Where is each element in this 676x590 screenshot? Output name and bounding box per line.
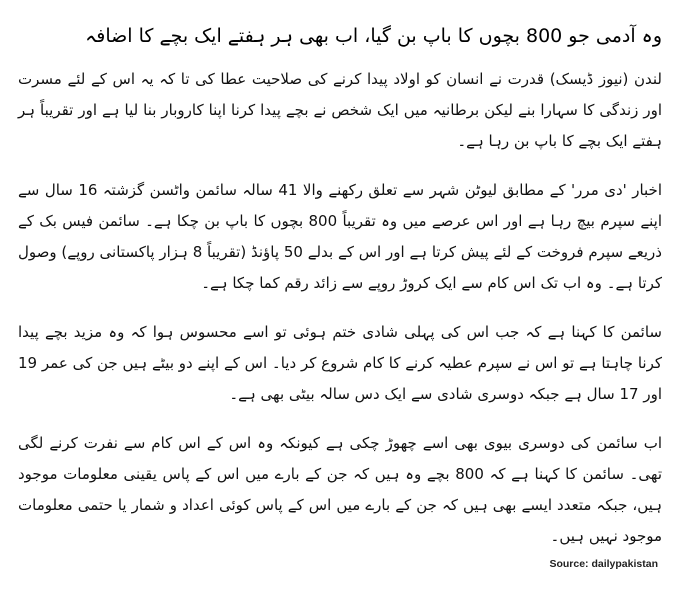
article-paragraph-2: اخبار 'دی مرر' کے مطابق لیوٹن شہر سے تعلق رکھنے والا 41 سالہ سائمن واٹسن گزشتہ 16 سال سے اپنے سپرم بیچ رہا ہے اور اس عرصے میں وہ تقریباً 800 بچوں کا باپ بن چکا ہے۔ سائمن فیس بک کے ذریعے سپرم فروخت کے لئے پیش کرتا ہے اور اس کے بدلے 50 پاؤنڈ (تقریباً 8 ہزار پاکستانی روپے) وصول کرتا ہے۔ وہ اب تک اس کام سے ایک کروڑ روپے سے زائد رقم کما چکا ہے۔ <box>18 181 662 292</box>
article-headline: وہ آدمی جو 800 بچوں کا باپ بن گیا، اب بھی ہر ہفتے ایک بچے کا اضافہ <box>85 25 662 47</box>
source-credit: Source: dailypakistan <box>549 558 658 570</box>
article-paragraph-3: سائمن کا کہنا ہے کہ جب اس کی پہلی شادی ختم ہوئی تو اسے محسوس ہوا کہ وہ مزید بچے پیدا کرنا چاہتا ہے تو اس نے سپرم عطیہ کرنے کا کام شروع کر دیا۔ اس کے اپنے دو بیٹے ہیں جن کی عمر 19 اور 17 سال ہے جبکہ دوسری شادی سے ایک دس سالہ بیٹی بھی ہے۔ <box>18 323 662 403</box>
article-paragraph-1: لندن (نیوز ڈیسک) قدرت نے انسان کو اولاد پیدا کرنے کی صلاحیت عطا کی تا کہ یہ اس کے لئے مسرت اور زندگی کا سہارا بنے لیکن برطانیہ میں ایک شخص نے بچے پیدا کرنا اپنا کاروبار بنا لیا ہے اور تقریباً ہر ہفتے ایک بچے کا باپ بن رہا ہے۔ <box>18 70 662 150</box>
article <box>18 22 662 570</box>
article-paragraph-4: اب سائمن کی دوسری بیوی بھی اسے چھوڑ چکی ہے کیونکہ وہ اس کے اس کام سے نفرت کرنے لگی تھی۔ سائمن کا کہنا ہے کہ 800 بچے وہ ہیں کہ جن کے بارے میں اس کے پاس یقینی معلومات موجود ہیں، جبکہ متعدد ایسے بھی ہیں کہ جن کے بارے میں اس کے پاس کوئی اعداد و شمار یا حتمی معلومات موجود نہیں ہیں۔ <box>18 434 663 545</box>
